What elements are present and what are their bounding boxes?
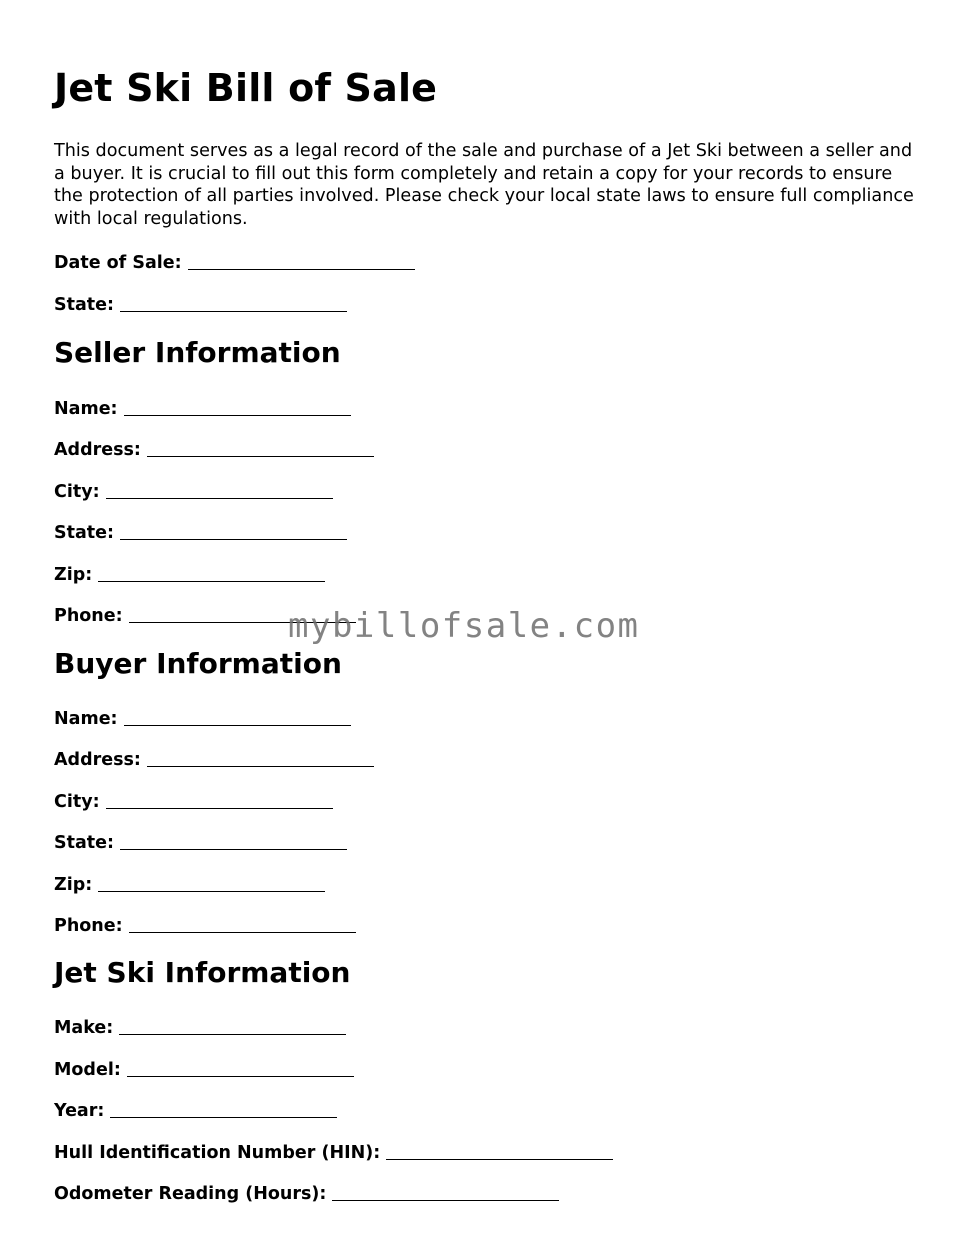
seller-city-blank[interactable]: [106, 480, 333, 499]
seller-city-field: [54, 478, 333, 502]
buyer-state-blank[interactable]: [120, 831, 347, 850]
buyer-phone-label: Phone:: [54, 916, 123, 936]
seller-zip-field: [54, 561, 325, 585]
buyer-name-label: Name:: [54, 709, 118, 729]
jetski-year-field: [54, 1097, 337, 1121]
buyer-address-blank[interactable]: [147, 748, 374, 767]
buyer-name-field: [54, 705, 351, 729]
buyer-city-label: City:: [54, 792, 100, 812]
seller-address-blank[interactable]: [147, 438, 374, 457]
seller-name-field: [54, 395, 351, 419]
seller-name-blank[interactable]: [124, 397, 351, 416]
buyer-zip-field: [54, 871, 325, 895]
buyer-city-blank[interactable]: [106, 790, 333, 809]
jetski-section-heading: Jet Ski Information: [54, 956, 351, 989]
buyer-section-heading: Buyer Information: [54, 647, 342, 680]
buyer-address-field: [54, 746, 374, 770]
buyer-phone-blank[interactable]: [129, 914, 356, 933]
sale-state-label: State:: [54, 295, 115, 315]
seller-name-label: Name:: [54, 399, 118, 419]
jetski-hin-label: Hull Identification Number (HIN):: [54, 1143, 381, 1163]
seller-state-blank[interactable]: [120, 521, 347, 540]
jetski-make-field: [54, 1014, 346, 1038]
jetski-hin-field: [54, 1139, 613, 1163]
seller-city-label: City:: [54, 482, 100, 502]
buyer-name-blank[interactable]: [124, 707, 351, 726]
date-of-sale-blank[interactable]: [188, 251, 415, 270]
seller-state-label: State:: [54, 523, 115, 543]
seller-section-heading: Seller Information: [54, 336, 341, 369]
jetski-model-blank[interactable]: [127, 1058, 354, 1077]
seller-address-label: Address:: [54, 440, 141, 460]
jetski-make-label: Make:: [54, 1018, 114, 1038]
page-title: Jet Ski Bill of Sale: [54, 66, 438, 110]
buyer-state-field: [54, 829, 347, 853]
seller-zip-blank[interactable]: [98, 563, 325, 582]
seller-phone-label: Phone:: [54, 606, 123, 626]
jetski-make-blank[interactable]: [119, 1016, 346, 1035]
buyer-address-label: Address:: [54, 750, 141, 770]
jetski-odometer-field: [54, 1180, 559, 1204]
seller-address-field: [54, 436, 374, 460]
seller-state-field: [54, 519, 347, 543]
jetski-hin-blank[interactable]: [386, 1141, 613, 1160]
sale-state-blank[interactable]: [120, 293, 347, 312]
buyer-zip-blank[interactable]: [98, 873, 325, 892]
intro-paragraph: This document serves as a legal record of the sale and purchase of a Jet Ski between a seller and a buyer. It is crucial to fill out this form completely and retain a copy for your records to ensure the protection of all parties involved. Please check your local state laws to ensure full compliance with local regulations.: [54, 141, 914, 229]
seller-zip-label: Zip:: [54, 565, 93, 585]
jetski-year-blank[interactable]: [110, 1099, 337, 1118]
date-of-sale-label: Date of Sale:: [54, 253, 182, 273]
jetski-model-label: Model:: [54, 1060, 121, 1080]
sale-state-field: [54, 291, 347, 315]
watermark-text: mybillofsale.com: [288, 606, 640, 646]
buyer-phone-field: [54, 912, 356, 936]
buyer-city-field: [54, 788, 333, 812]
date-of-sale-field: [54, 249, 415, 273]
jetski-odometer-label: Odometer Reading (Hours):: [54, 1184, 327, 1204]
jetski-odometer-blank[interactable]: [332, 1182, 559, 1201]
jetski-model-field: [54, 1056, 354, 1080]
buyer-state-label: State:: [54, 833, 115, 853]
buyer-zip-label: Zip:: [54, 875, 93, 895]
jetski-year-label: Year:: [54, 1101, 105, 1121]
